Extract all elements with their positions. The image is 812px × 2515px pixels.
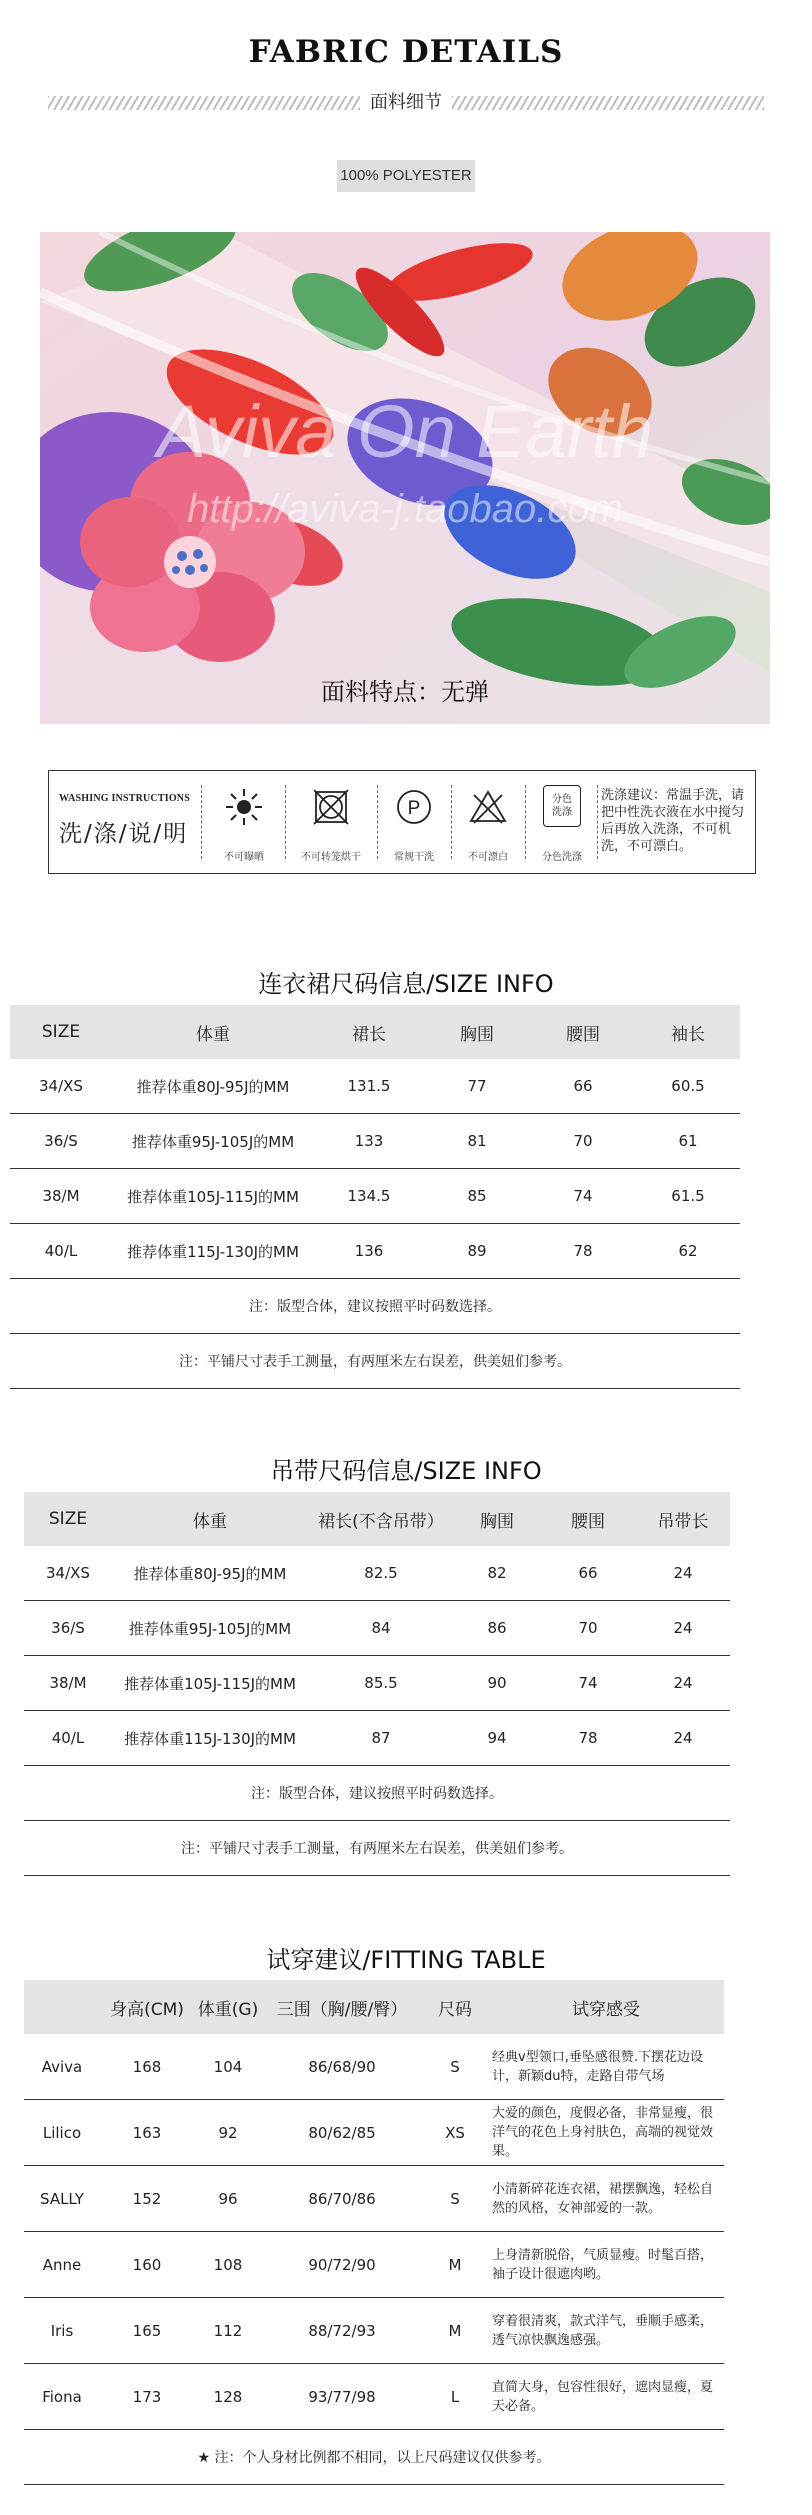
table-row bbox=[24, 1711, 730, 1766]
col-header: SIZE bbox=[10, 1005, 112, 1059]
cell: 84 bbox=[308, 1601, 454, 1656]
fabric-photo bbox=[40, 232, 770, 724]
cell: 77 bbox=[424, 1059, 530, 1114]
cell: 62 bbox=[636, 1224, 740, 1279]
col-header: 试穿感受 bbox=[488, 1980, 724, 2034]
cell: 小清新碎花连衣裙，裙摆飘逸，轻松自然的风格，女神部爱的一款。 bbox=[488, 2166, 724, 2232]
cell: 60.5 bbox=[636, 1059, 740, 1114]
wash-item-dry-clean bbox=[381, 781, 447, 863]
cell: 24 bbox=[636, 1546, 730, 1601]
cell: 大爱的颜色，度假必备，非常显瘦，很洋气的花色上身衬肤色，高端的视觉效果。 bbox=[488, 2100, 724, 2166]
cell: 104 bbox=[194, 2034, 262, 2100]
dress-size-title: 连衣裙尺码信息/SIZE INFO bbox=[258, 970, 554, 998]
cell: 152 bbox=[100, 2166, 194, 2232]
note-row bbox=[10, 1279, 740, 1334]
wash-label: 不可转笼烘干 bbox=[301, 852, 361, 863]
cell: 78 bbox=[540, 1711, 636, 1766]
note-row bbox=[24, 1766, 730, 1821]
divider bbox=[377, 785, 378, 859]
cell: 131.5 bbox=[314, 1059, 424, 1114]
table-row bbox=[24, 2034, 724, 2100]
table-row bbox=[10, 1224, 740, 1279]
fabric-details-title: FABRIC DETAILS bbox=[248, 34, 564, 70]
cell: 40/L bbox=[10, 1224, 112, 1279]
cell: 136 bbox=[314, 1224, 424, 1279]
cell: 86/68/90 bbox=[262, 2034, 422, 2100]
cell: 89 bbox=[424, 1224, 530, 1279]
cell: 66 bbox=[540, 1546, 636, 1601]
cell: 上身清新脱俗，气质显瘦。时髦百搭，袖子设计很遮肉哟。 bbox=[488, 2232, 724, 2298]
cell: 134.5 bbox=[314, 1169, 424, 1224]
cell: M bbox=[422, 2232, 488, 2298]
cell: 163 bbox=[100, 2100, 194, 2166]
washing-instructions bbox=[48, 770, 756, 874]
col-header: 身高(CM) bbox=[100, 1980, 194, 2034]
cell: Iris bbox=[24, 2298, 100, 2364]
table-note: ★ 注：个人身材比例都不相同，以上尺码建议仅供参考。 bbox=[24, 2430, 724, 2485]
cell: 40/L bbox=[24, 1711, 112, 1766]
cell: 93/77/98 bbox=[262, 2364, 422, 2430]
note-row bbox=[10, 1334, 740, 1389]
col-header: SIZE bbox=[24, 1492, 112, 1546]
cell: 87 bbox=[308, 1711, 454, 1766]
table-row bbox=[10, 1059, 740, 1114]
wash-item-separate bbox=[529, 781, 595, 863]
cell: 112 bbox=[194, 2298, 262, 2364]
note-row bbox=[24, 1821, 730, 1876]
cell: 92 bbox=[194, 2100, 262, 2166]
col-header: 尺码 bbox=[422, 1980, 488, 2034]
cell: 88/72/93 bbox=[262, 2298, 422, 2364]
slip-size-table bbox=[24, 1492, 730, 1876]
cell: S bbox=[422, 2034, 488, 2100]
table-row bbox=[24, 2298, 724, 2364]
cell: 38/M bbox=[24, 1656, 112, 1711]
wash-label: 不可漂白 bbox=[468, 852, 508, 863]
wash-item-sun bbox=[207, 781, 281, 863]
sun-icon bbox=[224, 787, 264, 827]
cell: 经典v型领口,垂坠感很赞.下摆花边设计，新颖du特，走路自带气场 bbox=[488, 2034, 724, 2100]
table-header-row bbox=[10, 1005, 740, 1059]
wash-item-no-bleach bbox=[455, 781, 521, 863]
table-row bbox=[24, 2232, 724, 2298]
divider bbox=[285, 785, 286, 859]
col-header: 体重 bbox=[112, 1492, 308, 1546]
table-row bbox=[24, 1601, 730, 1656]
cell: 70 bbox=[540, 1601, 636, 1656]
divider bbox=[201, 785, 202, 859]
col-header: 腰围 bbox=[530, 1005, 636, 1059]
table-row bbox=[24, 1546, 730, 1601]
col-header: 袖长 bbox=[636, 1005, 740, 1059]
cell: 36/S bbox=[10, 1114, 112, 1169]
dry-clean-p-icon bbox=[394, 787, 434, 827]
svg-text:P: P bbox=[407, 798, 421, 819]
dress-size-table bbox=[10, 1005, 740, 1389]
cell: 78 bbox=[530, 1224, 636, 1279]
cell: 160 bbox=[100, 2232, 194, 2298]
separate-wash-icon: 分色 洗涤 bbox=[543, 785, 581, 827]
cell: 81 bbox=[424, 1114, 530, 1169]
col-header: 三围（胸/腰/臀） bbox=[262, 1980, 422, 2034]
cell: 66 bbox=[530, 1059, 636, 1114]
cell: 24 bbox=[636, 1711, 730, 1766]
cell: 94 bbox=[454, 1711, 540, 1766]
cell: 61 bbox=[636, 1114, 740, 1169]
col-header: 裙长 bbox=[314, 1005, 424, 1059]
watermark-url: http://aviva-j.taobao.com bbox=[187, 487, 623, 531]
table-row bbox=[24, 2364, 724, 2430]
col-header: 体重 bbox=[112, 1005, 314, 1059]
cell: 90/72/90 bbox=[262, 2232, 422, 2298]
wash-label: 不可曝晒 bbox=[224, 852, 264, 863]
cell: 38/M bbox=[10, 1169, 112, 1224]
cell: 34/XS bbox=[24, 1546, 112, 1601]
decorative-stripe-right bbox=[452, 96, 764, 110]
washing-title-cn: 洗/涤/说/明 bbox=[59, 821, 189, 847]
fitting-title: 试穿建议/FITTING TABLE bbox=[266, 1946, 546, 1974]
cell: 推荐体重105J-115J的MM bbox=[112, 1169, 314, 1224]
wash-label: 常规干洗 bbox=[394, 852, 434, 863]
cell: 穿着很清爽，款式洋气，垂顺手感柔，透气凉快飘逸感强。 bbox=[488, 2298, 724, 2364]
cell: 24 bbox=[636, 1601, 730, 1656]
cell: XS bbox=[422, 2100, 488, 2166]
cell: SALLY bbox=[24, 2166, 100, 2232]
wash-item-no-tumble bbox=[289, 781, 373, 863]
cell: 36/S bbox=[24, 1601, 112, 1656]
cell: 74 bbox=[540, 1656, 636, 1711]
no-bleach-icon bbox=[468, 787, 508, 827]
note-row bbox=[24, 2430, 724, 2485]
col-header bbox=[24, 1980, 100, 2034]
cell: S bbox=[422, 2166, 488, 2232]
col-header: 体重(G) bbox=[194, 1980, 262, 2034]
material-badge: 100% POLYESTER bbox=[337, 160, 475, 192]
cell: 173 bbox=[100, 2364, 194, 2430]
table-row bbox=[10, 1114, 740, 1169]
cell: 108 bbox=[194, 2232, 262, 2298]
table-row bbox=[24, 2166, 724, 2232]
cell: 推荐体重80J-95J的MM bbox=[112, 1546, 308, 1601]
no-tumble-dry-icon bbox=[311, 787, 351, 827]
decorative-stripe-left bbox=[48, 96, 360, 110]
table-note: 注：版型合体，建议按照平时码数选择。 bbox=[24, 1766, 730, 1821]
watermark-text: Aviva On Earth bbox=[156, 390, 654, 473]
table-note: 注：平铺尺寸表手工测量，有两厘米左右误差，供美妞们参考。 bbox=[10, 1334, 740, 1389]
cell: 推荐体重95J-105J的MM bbox=[112, 1114, 314, 1169]
table-header-row bbox=[24, 1980, 724, 2034]
cell: L bbox=[422, 2364, 488, 2430]
divider bbox=[597, 785, 598, 859]
cell: 推荐体重105J-115J的MM bbox=[112, 1656, 308, 1711]
cell: 86/70/86 bbox=[262, 2166, 422, 2232]
col-header: 腰围 bbox=[540, 1492, 636, 1546]
col-header: 裙长(不含吊带） bbox=[308, 1492, 454, 1546]
cell: 推荐体重115J-130J的MM bbox=[112, 1224, 314, 1279]
fitting-table bbox=[24, 1980, 724, 2485]
slip-size-title: 吊带尺码信息/SIZE INFO bbox=[270, 1457, 542, 1485]
cell: 86 bbox=[454, 1601, 540, 1656]
cell: 61.5 bbox=[636, 1169, 740, 1224]
table-row bbox=[24, 1656, 730, 1711]
cell: 168 bbox=[100, 2034, 194, 2100]
cell: 85.5 bbox=[308, 1656, 454, 1711]
table-note: 注：版型合体，建议按照平时码数选择。 bbox=[10, 1279, 740, 1334]
cell: 80/62/85 bbox=[262, 2100, 422, 2166]
divider bbox=[525, 785, 526, 859]
cell: 70 bbox=[530, 1114, 636, 1169]
wash-label: 分色洗涤 bbox=[542, 852, 582, 863]
cell: 133 bbox=[314, 1114, 424, 1169]
cell: Aviva bbox=[24, 2034, 100, 2100]
cell: 推荐体重80J-95J的MM bbox=[112, 1059, 314, 1114]
col-header: 吊带长 bbox=[636, 1492, 730, 1546]
cell: Fiona bbox=[24, 2364, 100, 2430]
washing-note: 洗涤建议：常温手洗，请把中性洗衣液在水中搅匀后再放入洗涤，不可机洗，不可漂白。 bbox=[601, 788, 745, 854]
cell: 34/XS bbox=[10, 1059, 112, 1114]
cell: 128 bbox=[194, 2364, 262, 2430]
divider bbox=[451, 785, 452, 859]
washing-title-en: WASHING INSTRUCTIONS bbox=[59, 793, 190, 804]
cell: 85 bbox=[424, 1169, 530, 1224]
table-row bbox=[10, 1169, 740, 1224]
table-header-row bbox=[24, 1492, 730, 1546]
cell: M bbox=[422, 2298, 488, 2364]
col-header: 胸围 bbox=[454, 1492, 540, 1546]
cell: 90 bbox=[454, 1656, 540, 1711]
cell: 直简大身，包容性很好，遮肉显瘦，夏天必备。 bbox=[488, 2364, 724, 2430]
cell: Lilico bbox=[24, 2100, 100, 2166]
cell: 165 bbox=[100, 2298, 194, 2364]
cell: 74 bbox=[530, 1169, 636, 1224]
cell: 24 bbox=[636, 1656, 730, 1711]
fabric-details-subtitle: 面料细节 bbox=[370, 92, 442, 113]
col-header: 胸围 bbox=[424, 1005, 530, 1059]
table-note: 注：平铺尺寸表手工测量，有两厘米左右误差，供美妞们参考。 bbox=[24, 1821, 730, 1876]
cell: 推荐体重115J-130J的MM bbox=[112, 1711, 308, 1766]
photo-caption: 面料特点：无弹 bbox=[321, 678, 489, 706]
cell: 推荐体重95J-105J的MM bbox=[112, 1601, 308, 1656]
cell: 82 bbox=[454, 1546, 540, 1601]
cell: 82.5 bbox=[308, 1546, 454, 1601]
cell: 96 bbox=[194, 2166, 262, 2232]
table-row bbox=[24, 2100, 724, 2166]
cell: Anne bbox=[24, 2232, 100, 2298]
